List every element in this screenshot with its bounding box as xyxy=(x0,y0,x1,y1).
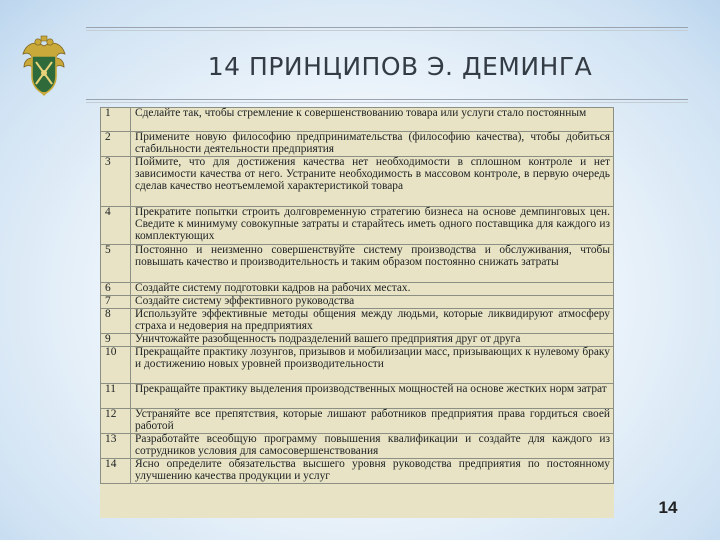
table-row xyxy=(101,207,614,245)
row-number: 2 xyxy=(101,132,131,157)
title-underline-secondary xyxy=(86,102,688,103)
row-number: 11 xyxy=(101,384,131,409)
page-number: 14 xyxy=(658,498,678,517)
top-rule-secondary xyxy=(86,30,688,31)
top-rule xyxy=(86,27,688,28)
row-number: 7 xyxy=(101,296,131,309)
row-number: 14 xyxy=(101,459,131,484)
row-number: 4 xyxy=(101,207,131,245)
table-row xyxy=(101,347,614,384)
row-text: Сделайте так, чтобы стремление к совершенствованию товара или услуги стало постоянным xyxy=(131,108,614,132)
row-text: Примените новую философию предпринимательства (философию качества), чтобы добиться стабильности деятельности предприятия xyxy=(131,132,614,157)
row-number: 10 xyxy=(101,347,131,384)
row-text: Поймите, что для достижения качества нет необходимости в сплошном контроле и нет зависимости качества от него. Устраните необходимость в массовом контроле, в первую очередь сделав качество неотъемлемой характеристикой товара xyxy=(131,157,614,207)
table-row xyxy=(101,434,614,459)
table-row xyxy=(101,296,614,309)
table-row xyxy=(101,459,614,484)
row-text: Прекращайте практику выделения производственных мощностей на основе жестких норм затрат xyxy=(131,384,614,409)
row-text: Создайте систему эффективного руководства xyxy=(131,296,614,309)
table-row xyxy=(101,157,614,207)
table-row xyxy=(101,409,614,434)
table-row xyxy=(101,108,614,132)
row-number: 6 xyxy=(101,283,131,296)
row-text: Создайте систему подготовки кадров на рабочих местах. xyxy=(131,283,614,296)
table-row xyxy=(101,334,614,347)
table-row xyxy=(101,245,614,283)
row-number: 9 xyxy=(101,334,131,347)
row-text: Ясно определите обязательства высшего уровня руководства предприятия по постоянному улучшению качества продукции и услуг xyxy=(131,459,614,484)
emblem-icon xyxy=(20,34,68,96)
row-number: 8 xyxy=(101,309,131,334)
row-text: Постоянно и неизменно совершенствуйте систему производства и обслуживания, чтобы повышать качество и производительность и таким образом постоянно снижать затраты xyxy=(131,245,614,283)
row-text: Прекращайте практику лозунгов, призывов и мобилизации масс, призывающих к нулевому браку и достижению новых уровней производительности xyxy=(131,347,614,384)
table-row xyxy=(101,384,614,409)
row-number: 13 xyxy=(101,434,131,459)
row-number: 3 xyxy=(101,157,131,207)
table-row xyxy=(101,309,614,334)
table-row xyxy=(101,132,614,157)
table-row xyxy=(101,283,614,296)
row-text: Прекратите попытки строить долговременную стратегию бизнеса на основе демпинговых цен. Сведите к минимуму совокупные затраты и старайтесь иметь одного поставщика для каждого из комплектующих xyxy=(131,207,614,245)
row-number: 12 xyxy=(101,409,131,434)
row-text: Устраняйте все препятствия, которые лишают работников предприятия права гордиться своей работой xyxy=(131,409,614,434)
title-underline xyxy=(86,99,688,100)
principles-table xyxy=(100,107,614,518)
row-number: 1 xyxy=(101,108,131,132)
row-text: Разработайте всеобщую программу повышения квалификации и создайте для каждого из сотрудников условия для самосовершенствования xyxy=(131,434,614,459)
page-title: 14 ПРИНЦИПОВ Э. ДЕМИНГА xyxy=(207,52,593,81)
row-text: Используйте эффективные методы общения между людьми, которые ликвидируют атмосферу страха и недоверия на предприятиях xyxy=(131,309,614,334)
row-text: Уничтожайте разобщенность подразделений вашего предприятия друг от друга xyxy=(131,334,614,347)
row-number: 5 xyxy=(101,245,131,283)
